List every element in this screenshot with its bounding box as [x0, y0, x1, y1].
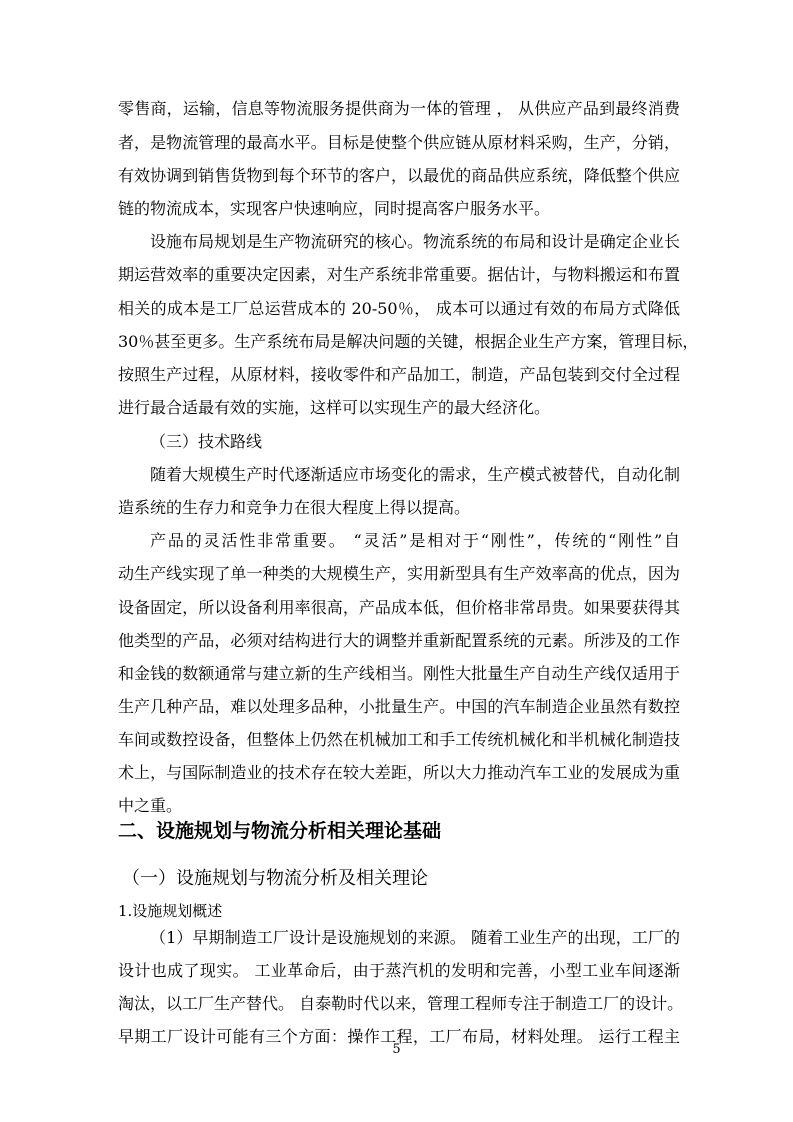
paragraph-line: 设施布局规划是生产物流研究的核心。物流系统的布局和设计是确定企业长: [150, 232, 680, 251]
paragraph-line: 和金钱的数额通常与建立新的生产线相当。刚性大批量生产自动生产线仅适用于: [118, 664, 680, 683]
paragraph-line: 动生产线实现了单一种类的大规模生产，实用新型具有生产效率高的优点，因为: [118, 564, 680, 583]
paragraph-line: 相关的成本是工厂总运营成本的 20-50％， 成本可以通过有效的布局方式降低: [118, 299, 680, 318]
paragraph-line: 淘汰，以工厂生产替代。 自泰勒时代以来，管理工程师专注于制造工厂的设计。: [118, 994, 684, 1013]
paragraph-line: 链的物流成本，实现客户快速响应，同时提高客户服务水平。: [118, 199, 551, 218]
paragraph-line: 早期工厂设计可能有三个方面：操作工程，工厂布局，材料处理。 运行工程主: [118, 1027, 680, 1046]
paragraph-line: 产品的灵活性非常重要。 “灵活”是相对于“刚性”，传统的“刚性”自: [150, 531, 680, 550]
paragraph-line: 随着大规模生产时代逐渐适应市场变化的需求，生产模式被替代，自动化制: [150, 465, 680, 484]
paragraph-line: 中之重。: [118, 796, 183, 815]
paragraph-line: 30％甚至更多。生产系统布局是解决问题的关键，根据企业生产方案，管理目标，: [118, 332, 699, 351]
paragraph-line: 造系统的生存力和竞争力在很大程度上得以提高。: [118, 498, 471, 517]
paragraph-line: 按照生产过程，从原材料，接收零件和产品加工，制造，产品包装到交付全过程: [118, 365, 680, 384]
paragraph-line: 设计也成了现实。 工业革命后，由于蒸汽机的发明和完善，小型工业车间逐渐: [118, 961, 680, 980]
paragraph-line: 他类型的产品，必须对结构进行大的调整并重新配置系统的元素。所涉及的工作: [118, 631, 680, 650]
page-number: 5: [392, 1042, 401, 1057]
paragraph-line: 进行最合适最有效的实施，这样可以实现生产的最大经济化。: [118, 398, 551, 417]
paragraph-line: 有效协调到销售货物到每个环节的客户，以最优的商品供应系统，降低整个供应: [118, 166, 680, 185]
subsection-title: （三）技术路线: [150, 432, 263, 451]
subsection-heading: （一）设施规划与物流分析及相关理论: [122, 868, 428, 889]
paragraph-line: （1）早期制造工厂设计是设施规划的来源。 随着工业生产的出现，工厂的: [150, 928, 680, 947]
paragraph-line: 术上，与国际制造业的技术存在较大差距，所以大力推动汽车工业的发展成为重: [118, 763, 680, 782]
section-heading: 二、设施规划与物流分析相关理论基础: [118, 820, 442, 842]
paragraph-line: 期运营效率的重要决定因素，对生产系统非常重要。据估计，与物料搬运和布置: [118, 265, 680, 284]
paragraph-line: 生产几种产品，难以处理多品种，小批量生产。中国的汽车制造企业虽然有数控: [118, 697, 680, 716]
paragraph-line: 设备固定，所以设备利用率很高，产品成本低，但价格非常昂贵。如果要获得其: [118, 598, 680, 617]
paragraph-line: 零售商，运输，信息等物流服务提供商为一体的管理 ， 从供应产品到最终消费: [118, 99, 680, 118]
topic-heading: 1.设施规划概述: [118, 902, 223, 920]
paragraph-line: 者，是物流管理的最高水平。目标是使整个供应链从原材料采购，生产，分销，: [118, 133, 680, 152]
paragraph-line: 车间或数控设备，但整体上仍然在机械加工和手工传统机械化和半机械化制造技: [118, 730, 680, 749]
